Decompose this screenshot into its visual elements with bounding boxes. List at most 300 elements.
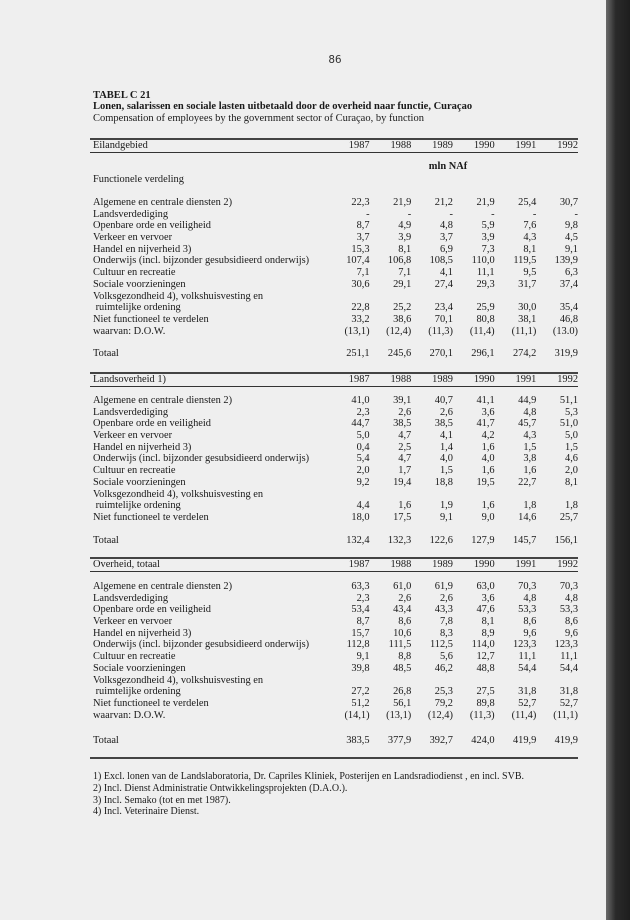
cell-value: 1,8 — [523, 500, 537, 512]
table-row — [90, 418, 578, 430]
cell-value: 7,1 — [398, 267, 412, 279]
row-label: Onderwijs (incl. bijzonder gesubsidieerd onderwijs) — [93, 639, 310, 651]
table-row — [90, 686, 578, 698]
year-header: 1990 — [473, 140, 495, 151]
cell-value: (13,1) — [344, 325, 370, 337]
table-row — [90, 302, 578, 314]
year-header: 1988 — [390, 140, 412, 151]
cell-value: 15,7 — [351, 627, 370, 639]
cell-value: 70,3 — [518, 581, 537, 592]
table-header-row — [90, 138, 578, 153]
total-row — [90, 348, 578, 360]
cell-value: 19,5 — [476, 476, 495, 488]
cell-value: 41,0 — [351, 395, 370, 406]
year-header: 1988 — [390, 374, 412, 385]
cell-value: 31,8 — [559, 686, 579, 698]
cell-value: 2,6 — [439, 592, 453, 604]
cell-value: 8,1 — [481, 616, 495, 628]
table-row — [90, 698, 578, 710]
cell-value: 3,9 — [481, 232, 495, 244]
row-label: ruimtelijke ordening — [93, 302, 181, 314]
cell-value: 123,3 — [512, 639, 537, 651]
cell-value: 8,1 — [565, 476, 579, 488]
row-label: Handel en nijverheid 3) — [93, 441, 192, 453]
cell-value: 1,6 — [481, 465, 495, 477]
cell-value: 51,0 — [559, 418, 579, 430]
table-row — [90, 639, 578, 651]
cell-value: 3,6 — [481, 406, 495, 418]
table-row — [90, 453, 578, 465]
table-code: TABEL C 21 — [93, 90, 151, 101]
row-label: waarvan: D.O.W. — [93, 709, 166, 721]
cell-value: 8,7 — [356, 616, 370, 628]
total-value: 392,7 — [429, 735, 453, 746]
cell-value: (12,4) — [427, 709, 453, 721]
total-value: 245,6 — [387, 348, 412, 359]
table-row — [90, 616, 578, 628]
cell-value: 22,8 — [351, 302, 370, 314]
cell-value: (12,4) — [386, 325, 412, 337]
cell-value: 2,5 — [398, 441, 412, 453]
cell-value: 25,7 — [559, 511, 579, 523]
cell-value: 43,3 — [434, 604, 453, 616]
cell-value: 2,3 — [356, 592, 370, 604]
total-value: 296,1 — [471, 348, 495, 359]
cell-value: 2,0 — [356, 465, 370, 477]
cell-value: 45,7 — [518, 418, 537, 430]
row-label: Cultuur en recreatie — [93, 267, 176, 279]
row-label: Algemene en centrale diensten 2) — [93, 581, 233, 592]
cell-value: 61,0 — [393, 581, 412, 592]
cell-value: (11,1) — [553, 709, 579, 721]
cell-value: 38,5 — [434, 418, 453, 430]
table-row — [90, 326, 578, 338]
row-label: Cultuur en recreatie — [93, 651, 176, 663]
functional-label: Functionele verdeling — [93, 174, 184, 185]
cell-value: 7,3 — [481, 243, 495, 255]
cell-value: 10,6 — [393, 627, 412, 639]
cell-value: 51,1 — [559, 395, 579, 406]
table-row — [90, 407, 578, 419]
cell-value: 9,1 — [356, 651, 370, 663]
cell-value: 52,7 — [559, 697, 579, 709]
table-row — [90, 267, 578, 279]
cell-value: 4,6 — [565, 453, 579, 465]
cell-value: 4,1 — [439, 430, 453, 442]
cell-value: 48,5 — [393, 662, 412, 674]
cell-value: 9,5 — [523, 267, 537, 279]
row-label: Openbare orde en veiligheid — [93, 220, 212, 232]
cell-value: 53,3 — [518, 604, 537, 616]
cell-value: 39,8 — [351, 662, 370, 674]
table-row — [90, 279, 578, 291]
cell-value: - — [449, 208, 453, 220]
cell-value: 43,4 — [393, 604, 412, 616]
cell-value: 44,7 — [351, 418, 370, 430]
row-label: Landsverdediging — [93, 208, 169, 220]
cell-value: 35,4 — [559, 302, 579, 314]
row-label: Openbare orde en veiligheid — [93, 604, 212, 616]
year-header: 1992 — [557, 374, 579, 385]
year-header: 1991 — [515, 374, 537, 385]
cell-value: 7,1 — [356, 267, 370, 279]
total-value: 132,4 — [346, 535, 370, 546]
cell-value: 4,0 — [481, 453, 495, 465]
cell-value: 6,9 — [439, 243, 453, 255]
section-header-label: Overheid, totaal — [93, 559, 160, 570]
cell-value: 70,3 — [559, 581, 579, 592]
cell-value: 12,7 — [476, 651, 495, 663]
cell-value: 51,2 — [351, 697, 370, 709]
cell-value: 0,4 — [356, 441, 370, 453]
cell-value: 47,6 — [476, 604, 495, 616]
cell-value: 8,8 — [398, 651, 412, 663]
cell-value: 4,3 — [523, 232, 537, 244]
cell-value: 63,0 — [476, 581, 495, 592]
table-row — [90, 628, 578, 640]
cell-value: 107,4 — [346, 255, 370, 267]
row-label: Volksgezondheid 4), volkshuisvesting en — [93, 290, 264, 302]
year-header: 1992 — [557, 140, 579, 151]
cell-value: (13,1) — [386, 709, 412, 721]
cell-value: 112,5 — [429, 639, 453, 651]
table-row — [90, 291, 578, 303]
table-row — [90, 477, 578, 489]
cell-value: 21,9 — [476, 197, 495, 208]
cell-value: 1,6 — [523, 465, 537, 477]
table-row — [90, 255, 578, 267]
table-row — [90, 442, 578, 454]
total-value: 274,2 — [512, 348, 537, 359]
table-row — [90, 209, 578, 221]
cell-value: - — [574, 208, 579, 220]
cell-value: 79,2 — [434, 697, 453, 709]
year-header: 1988 — [390, 559, 412, 570]
cell-value: 29,3 — [476, 278, 495, 290]
cell-value: 1,4 — [439, 441, 453, 453]
cell-value: (14,1) — [344, 709, 370, 721]
table-row — [90, 500, 578, 512]
total-value: 419,9 — [554, 735, 579, 746]
cell-value: 14,6 — [518, 511, 537, 523]
total-value: 377,9 — [387, 735, 412, 746]
cell-value: 80,8 — [476, 313, 495, 325]
total-row — [90, 735, 578, 747]
cell-value: 1,5 — [565, 441, 579, 453]
cell-value: 4,7 — [398, 453, 412, 465]
cell-value: 9,1 — [565, 243, 579, 255]
cell-value: 46,8 — [559, 313, 579, 325]
total-value: 132,3 — [387, 535, 412, 546]
table-row — [90, 244, 578, 256]
cell-value: 15,3 — [351, 243, 370, 255]
cell-value: 1,5 — [523, 441, 537, 453]
total-value: 319,9 — [554, 348, 579, 359]
cell-value: 17,5 — [393, 511, 412, 523]
cell-value: 5,4 — [356, 453, 370, 465]
total-value: 383,5 — [346, 735, 370, 746]
row-label: Niet functioneel te verdelen — [93, 313, 209, 325]
cell-value: 4,3 — [523, 430, 537, 442]
total-value: 251,1 — [346, 348, 370, 359]
table-row — [90, 710, 578, 722]
table-row — [90, 489, 578, 501]
row-label: Sociale voorzieningen — [93, 476, 186, 488]
cell-value: 1,6 — [398, 500, 412, 512]
table-row — [90, 430, 578, 442]
year-header: 1987 — [348, 559, 370, 570]
row-label: Algemene en centrale diensten 2) — [93, 197, 233, 208]
cell-value: 4,5 — [565, 232, 579, 244]
cell-value: 21,2 — [434, 197, 453, 208]
table-row — [90, 593, 578, 605]
cell-value: 9,0 — [481, 511, 495, 523]
cell-value: (11,4) — [511, 709, 537, 721]
footnote: 2) Incl. Dienst Administratie Ontwikkelingsprojekten (D.A.O.). — [93, 782, 348, 794]
cell-value: 112,8 — [346, 639, 370, 651]
cell-value: 38,5 — [393, 418, 412, 430]
section-eilandgebied — [90, 138, 579, 359]
cell-value: 3,6 — [481, 592, 495, 604]
row-label: Sociale voorzieningen — [93, 278, 186, 290]
cell-value: 25,4 — [518, 197, 537, 208]
cell-value: (11,1) — [511, 325, 537, 337]
cell-value: 4,2 — [481, 430, 495, 442]
year-header: 1991 — [515, 140, 537, 151]
cell-value: 111,5 — [388, 639, 412, 651]
table-header-row — [90, 557, 578, 572]
cell-value: 54,4 — [518, 662, 537, 674]
table-row — [90, 663, 578, 675]
cell-value: - — [366, 208, 370, 220]
cell-value: 31,8 — [518, 686, 537, 698]
total-value: 419,9 — [512, 735, 537, 746]
total-value: 127,9 — [471, 535, 495, 546]
cell-value: 25,3 — [434, 686, 453, 698]
cell-value: 11,1 — [518, 651, 537, 663]
cell-value: 1,8 — [565, 500, 579, 512]
cell-value: 53,3 — [559, 604, 579, 616]
cell-value: 63,3 — [351, 581, 370, 592]
cell-value: 25,9 — [476, 302, 495, 314]
cell-value: 139,9 — [554, 255, 579, 267]
cell-value: 3,9 — [398, 232, 412, 244]
cell-value: 37,4 — [559, 278, 579, 290]
cell-value: 1,7 — [398, 465, 412, 477]
table-row — [90, 512, 578, 524]
cell-value: 2,6 — [398, 406, 412, 418]
row-label: Onderwijs (incl. bijzonder gesubsidieerd onderwijs) — [93, 453, 310, 465]
year-header: 1992 — [557, 559, 579, 570]
cell-value: 8,6 — [398, 616, 412, 628]
cell-value: 23,4 — [434, 302, 453, 314]
divider — [90, 757, 578, 759]
cell-value: 22,7 — [518, 476, 537, 488]
cell-value: 89,8 — [476, 697, 495, 709]
row-label: Volksgezondheid 4), volkshuisvesting en — [93, 674, 264, 686]
cell-value: 11,1 — [560, 651, 579, 663]
row-label: Verkeer en vervoer — [93, 232, 173, 244]
row-label: Verkeer en vervoer — [93, 430, 173, 442]
cell-value: 41,1 — [476, 395, 495, 406]
row-label: Handel en nijverheid 3) — [93, 243, 192, 255]
year-header: 1987 — [348, 140, 370, 151]
cell-value: 22,3 — [351, 197, 370, 208]
cell-value: 3,7 — [356, 232, 370, 244]
page-number: 86 — [328, 53, 342, 66]
table-row — [90, 232, 578, 244]
cell-value: 5,0 — [356, 430, 370, 442]
table-title-en: Compensation of employees by the government sector of Curaçao, by function — [93, 113, 424, 124]
cell-value: 1,6 — [481, 441, 495, 453]
cell-value: 3,7 — [439, 232, 453, 244]
row-label: Landsverdediging — [93, 592, 169, 604]
cell-value: (11,4) — [469, 325, 495, 337]
unit-label: mln NAf — [428, 161, 468, 172]
cell-value: - — [491, 208, 495, 220]
cell-value: 119,5 — [513, 255, 537, 267]
table-body — [90, 395, 578, 524]
cell-value: 54,4 — [559, 662, 579, 674]
cell-value: 8,7 — [356, 220, 370, 232]
cell-value: - — [407, 208, 412, 220]
cell-value: (13.0) — [552, 325, 579, 337]
cell-value: 21,9 — [393, 197, 412, 208]
cell-value: 33,2 — [351, 313, 370, 325]
total-value: 156,1 — [554, 535, 579, 546]
year-header: 1987 — [348, 374, 370, 385]
row-label: Volksgezondheid 4), volkshuisvesting en — [93, 488, 264, 500]
year-header: 1990 — [473, 374, 495, 385]
cell-value: 8,1 — [523, 243, 537, 255]
table-row — [90, 581, 578, 593]
table-row — [90, 220, 578, 232]
cell-value: 38,6 — [393, 313, 412, 325]
row-label: Niet functioneel te verdelen — [93, 697, 209, 709]
cell-value: 110,0 — [471, 255, 495, 267]
cell-value: 4,0 — [439, 453, 453, 465]
cell-value: 26,8 — [393, 686, 412, 698]
total-label: Totaal — [93, 535, 119, 546]
cell-value: 9,6 — [523, 627, 537, 639]
cell-value: 8,6 — [565, 616, 579, 628]
cell-value: 18,8 — [434, 476, 453, 488]
cell-value: (11,3) — [469, 709, 495, 721]
cell-value: 1,6 — [481, 500, 495, 512]
cell-value: 70,1 — [434, 313, 453, 325]
cell-value: 8,1 — [398, 243, 412, 255]
cell-value: 30,6 — [351, 278, 370, 290]
total-label: Totaal — [93, 735, 119, 746]
table-row — [90, 314, 578, 326]
cell-value: 8,6 — [523, 616, 537, 628]
row-label: Cultuur en recreatie — [93, 465, 176, 477]
row-label: Openbare orde en veiligheid — [93, 418, 212, 430]
total-value: 122,6 — [429, 535, 453, 546]
cell-value: 53,4 — [351, 604, 370, 616]
row-label: Niet functioneel te verdelen — [93, 511, 209, 523]
cell-value: 25,2 — [393, 302, 412, 314]
section-landsoverheid — [90, 372, 579, 546]
cell-value: 52,7 — [518, 697, 537, 709]
total-value: 424,0 — [471, 735, 495, 746]
table-row — [90, 395, 578, 407]
cell-value: 46,2 — [434, 662, 453, 674]
cell-value: 30,7 — [559, 197, 579, 208]
cell-value: 4,8 — [439, 220, 453, 232]
row-label: Algemene en centrale diensten 2) — [93, 395, 233, 406]
cell-value: 106,8 — [387, 255, 412, 267]
cell-value: 7,6 — [523, 220, 537, 232]
cell-value: 27,2 — [351, 686, 370, 698]
total-value: 145,7 — [512, 535, 537, 546]
cell-value: 40,7 — [434, 395, 453, 406]
row-label: Verkeer en vervoer — [93, 616, 173, 628]
row-label: Handel en nijverheid 3) — [93, 627, 192, 639]
total-label: Totaal — [93, 348, 119, 359]
cell-value: 5,6 — [439, 651, 453, 663]
cell-value: 5,3 — [565, 406, 579, 418]
cell-value: 27,4 — [434, 278, 453, 290]
cell-value: 8,3 — [439, 627, 453, 639]
cell-value: 114,0 — [471, 639, 495, 651]
cell-value: 2,6 — [439, 406, 453, 418]
scan-edge — [606, 0, 630, 920]
cell-value: 4,7 — [398, 430, 412, 442]
year-header: 1990 — [473, 559, 495, 570]
row-label: Sociale voorzieningen — [93, 662, 186, 674]
cell-value: 4,8 — [523, 406, 537, 418]
row-label: ruimtelijke ordening — [93, 686, 181, 698]
table-row — [90, 465, 578, 477]
cell-value: 6,3 — [565, 267, 579, 279]
cell-value: 4,8 — [565, 592, 579, 604]
year-header: 1989 — [432, 140, 453, 151]
cell-value: 2,6 — [398, 592, 412, 604]
table-row — [90, 675, 578, 687]
footnote: 1) Excl. lonen van de Landslaboratoria, Dr. Capriles Kliniek, Posterijen en Landsradiodienst , en incl. SVB. — [93, 771, 525, 782]
divider — [90, 557, 578, 558]
cell-value: 2,0 — [565, 465, 579, 477]
cell-value: 4,8 — [523, 592, 537, 604]
cell-value: 11,1 — [476, 267, 495, 279]
cell-value: 30,0 — [518, 302, 537, 314]
footnotes — [93, 771, 524, 818]
row-label: Landsverdediging — [93, 406, 169, 418]
cell-value: 18,0 — [351, 511, 370, 523]
section-header-label: Eilandgebied — [93, 140, 148, 151]
cell-value: 4,1 — [439, 267, 453, 279]
cell-value: 1,9 — [439, 500, 453, 512]
cell-value: 123,3 — [554, 639, 579, 651]
cell-value: 2,3 — [356, 406, 370, 418]
cell-value: 1,5 — [439, 465, 453, 477]
year-header: 1991 — [515, 559, 537, 570]
footnote: 4) Incl. Veterinaire Dienst. — [93, 806, 200, 818]
cell-value: 41,7 — [476, 418, 495, 430]
cell-value: 29,1 — [393, 278, 412, 290]
cell-value: 8,9 — [481, 627, 495, 639]
cell-value: 4,9 — [398, 220, 412, 232]
total-row — [90, 535, 578, 547]
table-row — [90, 651, 578, 663]
cell-value: 39,1 — [393, 395, 412, 406]
cell-value: 108,5 — [429, 255, 453, 267]
cell-value: 61,9 — [434, 581, 453, 592]
table-body — [90, 581, 578, 721]
cell-value: 48,8 — [476, 662, 495, 674]
cell-value: 38,1 — [518, 313, 537, 325]
